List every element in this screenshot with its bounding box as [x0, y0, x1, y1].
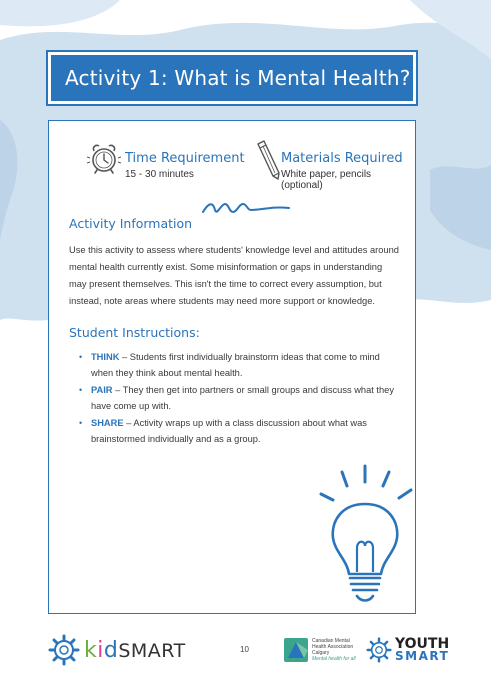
lightbulb-icon	[317, 456, 417, 606]
step-keyword: THINK	[91, 352, 120, 362]
time-requirement-value: 15 - 30 minutes	[125, 169, 194, 180]
step-text: – They then get into partners or small groups and discuss what they have come up with.	[91, 385, 395, 411]
cmha-mark-icon	[284, 638, 308, 662]
youthsmart-wordmark: YOUTH SMART	[395, 636, 450, 663]
youthsmart-logo	[366, 637, 449, 663]
pencil-icon	[255, 140, 281, 180]
materials-requirement-value: White paper, pencils (optional)	[281, 169, 372, 191]
bullet-icon: •	[79, 418, 83, 428]
bullet-icon: •	[79, 352, 83, 362]
gear-icon	[366, 637, 392, 663]
bullet-icon: •	[79, 385, 83, 395]
page-number: 10	[240, 645, 249, 654]
activity-card	[48, 120, 416, 614]
squiggle-decoration	[201, 200, 291, 216]
gear-icon	[48, 634, 80, 666]
kidsmart-wordmark: kidSMART	[84, 637, 186, 663]
time-requirement	[125, 151, 245, 180]
list-item	[79, 415, 399, 447]
student-instructions-heading: Student Instructions:	[69, 325, 200, 340]
title-banner	[48, 52, 416, 104]
step-keyword: PAIR	[91, 385, 113, 395]
time-requirement-label: Time Requirement	[125, 151, 245, 166]
materials-requirement-label: Materials Required	[281, 151, 403, 166]
materials-requirement	[281, 151, 415, 191]
instruction-list	[79, 349, 399, 448]
alarm-clock-icon	[87, 141, 121, 175]
activity-information-heading: Activity Information	[69, 216, 193, 231]
activity-information-body: Use this activity to assess where students' knowledge level and attitudes around mental health currently exist. Some misinformation or gaps in understanding may present themselves. This isn't the time to correct every assumption, but instead, note areas where students may need more support or knowledge.	[69, 245, 399, 306]
cmha-wordmark: Canadian Mental Health Association Calgary Mental health for all	[312, 638, 356, 662]
step-text: – Activity wraps up with a class discussion about what was brainstormed individually and as a group.	[91, 418, 367, 444]
page-title: Activity 1: What is Mental Health?	[65, 66, 411, 90]
list-item	[79, 349, 399, 381]
list-item	[79, 382, 399, 414]
step-text: – Students first individually brainstorm ideas that come to mind when they think about mental health.	[91, 352, 380, 378]
cmha-logo	[284, 638, 362, 662]
step-keyword: SHARE	[91, 418, 124, 428]
kidsmart-logo	[48, 632, 186, 668]
